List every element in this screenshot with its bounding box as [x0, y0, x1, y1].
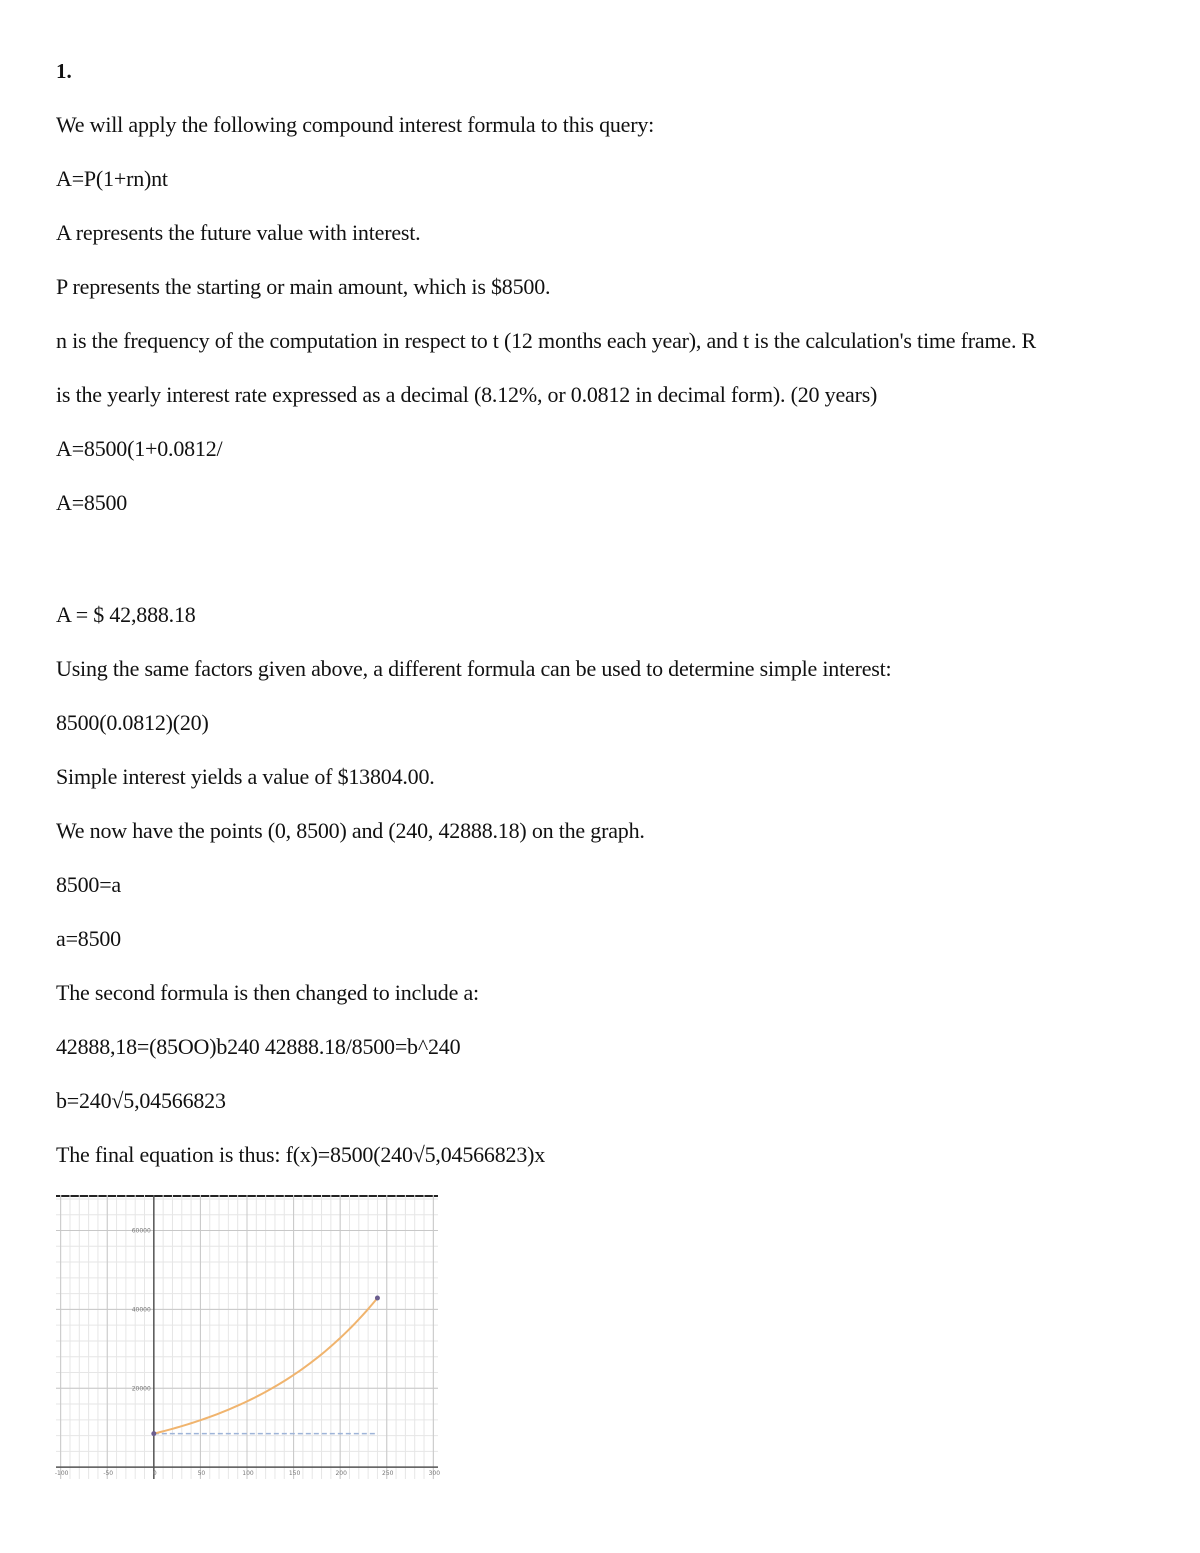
x-tick-label: 0: [152, 1470, 157, 1478]
data-point: [151, 1431, 156, 1436]
x-tick-label: 100: [242, 1470, 254, 1478]
x-tick-label: 50: [197, 1470, 206, 1478]
final-equation-line: The final equation is thus: f(x)=8500(240√5,04566823)x: [56, 1142, 546, 1167]
formula-line: 42888,18=(85OO)b240 42888.18/8500=b^240: [56, 1034, 461, 1059]
x-tick-label: 300: [428, 1470, 441, 1478]
formula-line: b=240√5,04566823: [56, 1088, 226, 1113]
text-line: is the yearly interest rate expressed as a decimal (8.12%, or 0.0812 in decimal form). (20 years): [56, 382, 878, 407]
text-line: The second formula is then changed to include a:: [56, 980, 479, 1005]
text-line: Simple interest yields a value of $13804.00.: [56, 764, 435, 789]
formula-line: 8500(0.0812)(20): [56, 710, 209, 735]
x-tick-label: 200: [335, 1470, 347, 1478]
y-tick-label: 60000: [131, 1227, 151, 1235]
graph-svg: [54, 1195, 441, 1479]
text-line: A represents the future value with interest.: [56, 220, 421, 245]
y-tick-label: 20000: [131, 1385, 151, 1393]
x-tick-label: -50: [103, 1470, 114, 1478]
x-tick-label: 250: [382, 1470, 394, 1478]
result-line: A = $ 42,888.18: [56, 602, 196, 627]
formula-line: A=P(1+rn)nt: [56, 166, 168, 191]
text-line: Using the same factors given above, a different formula can be used to determine simple interest:: [56, 656, 892, 681]
x-tick-label: 150: [288, 1470, 301, 1478]
formula-line: A=8500: [56, 490, 128, 515]
formula-line: a=8500: [56, 926, 121, 951]
text-line: We will apply the following compound interest formula to this query:: [56, 112, 655, 137]
formula-line: A=8500(1+0.0812/: [56, 436, 223, 461]
text-line: n is the frequency of the computation in respect to t (12 months each year), and t is the calculation's time frame. R: [56, 328, 1037, 353]
graph-image: [54, 1195, 441, 1479]
formula-line: 8500=a: [56, 872, 121, 897]
y-tick-label: 40000: [131, 1306, 151, 1314]
x-tick-label: -100: [54, 1470, 69, 1478]
section-heading: 1.: [56, 59, 72, 83]
data-point: [375, 1295, 380, 1300]
text-line: P represents the starting or main amount, which is $8500.: [56, 274, 551, 299]
text-line: We now have the points (0, 8500) and (240, 42888.18) on the graph.: [56, 818, 645, 843]
